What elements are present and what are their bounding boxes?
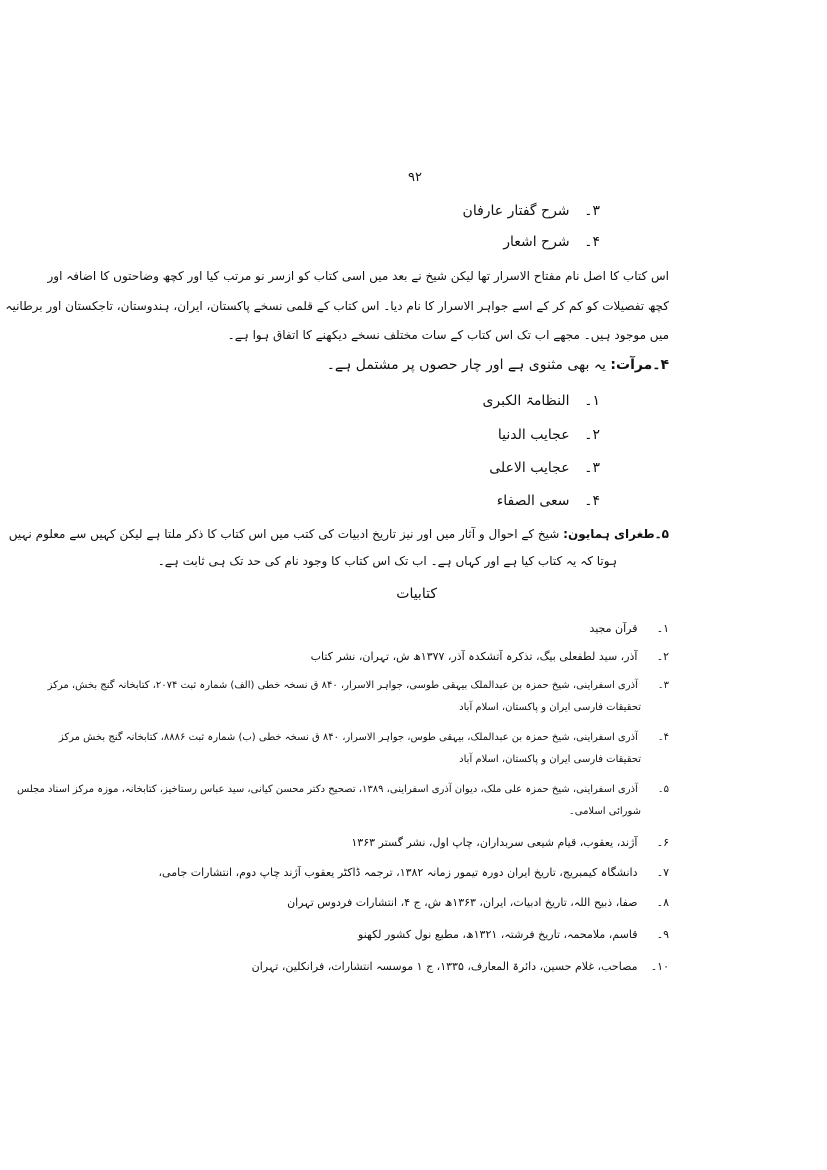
reference-text-continued: تحقیقات فارسی ایران و پاکستان، اسلام آباد (459, 754, 641, 765)
page-number: ۹۲ (408, 170, 422, 185)
paragraph-line: میں موجود ہیں۔ مجھے اب تک اس کتاب کے سات مختلف نسخے دیکھنے کا اتفاق ہوا ہے۔ (227, 328, 669, 342)
reference-number: ۶۔ (656, 836, 669, 849)
reference-item (351, 834, 669, 852)
reference-text: دانشگاہ کیمبریج، تاریخ ایران دورہ تیمور زمانہ ۱۳۸۲، ترجمہ ڈاکٹر یعقوب آژند چاپ دوم، انتشارات جامی، (158, 866, 638, 879)
reference-text: قاسم، ملامحمہ، تاریخ فرشتہ، ۱۳۲۱ھ، مطبع نول کشور لکھنو (358, 928, 638, 941)
reference-number: ۱۰۔ (650, 960, 669, 973)
reference-text-continued: تحقیقات فارسی ایران و پاکستان، اسلام آباد (459, 702, 641, 713)
reference-number: ۲۔ (656, 650, 669, 663)
paragraph-line: کچھ تفصیلات کو کم کر کے اسے جواہر الاسرار کا نام دیا۔ اس کتاب کے قلمی نسخے پاکستان، ایران، ہندوستان، تاجکستان اور برطانیہ (5, 299, 669, 313)
reference-text: آذر، سید لطفعلی بیگ، تذکرہ آتشکدہ آذر، ۱۳۷۷ھ ش، تہران، نشر کتاب (310, 650, 638, 663)
paragraph-line: اس کتاب کا اصل نام مفتاح الاسرار تھا لیکن شیخ نے بعد میں اسی کتاب کو ازسر نو مرتب کیا اور کچھ وضاحتوں کا اضافہ اور (47, 269, 669, 283)
list-item (463, 202, 600, 220)
section-heading: ۴۔مرآت: (610, 357, 669, 373)
section-text: یہ بھی مثنوی ہے اور چار حصوں پر مشتمل ہے۔ (326, 357, 606, 373)
list-number: ۲۔ (584, 427, 600, 443)
list-text: شرح گفتار عارفان (462, 203, 570, 219)
reference-text: صفا، ذبیح اللہ، تاریخ ادبیات، ایران، ۱۳۶۳ھ ش، ج ۴، انتشارات فردوس تہران (287, 896, 638, 909)
section-text: شیخ کے احوال و آثار میں اور نیز تاریخ ادبیات کی کتب میں اس کتاب کا ذکر ملتا ہے لیکن کہیں سے معلوم نہیں (8, 527, 560, 541)
reference-text: آذری اسفراینی، شیخ حمزہ بن عبدالملک بیہقی طوسی، جواہر الاسرار، ۸۴۰ ق نسخہ خطی (الف) شمارہ ثبت ۲۰۷۴، کتابخانہ گنج بخش، مرکز (47, 680, 638, 691)
reference-item (358, 926, 669, 944)
list-item (497, 492, 600, 510)
reference-item (59, 729, 669, 747)
list-number: ۳۔ (584, 203, 600, 219)
list-number: ۳۔ (584, 460, 600, 476)
reference-item (311, 648, 669, 666)
list-item (498, 426, 600, 444)
reference-item (589, 620, 669, 638)
reference-number: ۹۔ (656, 928, 669, 941)
list-item (489, 459, 600, 477)
reference-text: قرآن مجید (589, 622, 638, 635)
section-mirat (327, 356, 669, 374)
reference-number: ۱۔ (656, 622, 669, 635)
list-number: ۴۔ (584, 234, 600, 250)
reference-number: ۷۔ (656, 866, 669, 879)
list-text: سعی الصفاء (496, 493, 570, 509)
list-number: ۱۔ (584, 393, 600, 409)
list-number: ۴۔ (584, 493, 600, 509)
section-tughra (9, 525, 669, 543)
reference-number: ۳۔ (657, 680, 669, 691)
list-text: عجایب الاعلی (489, 460, 570, 476)
list-text: شرح اشعار (503, 234, 570, 250)
reference-item (48, 677, 669, 695)
reference-item (252, 958, 669, 976)
reference-text: مصاحب، غلام حسین، دائرۃ المعارف، ۱۳۳۵، ج ۱ موسسہ انتشارات، فرانکلین، تہران (251, 960, 638, 973)
reference-item (159, 864, 670, 882)
reference-item (17, 781, 669, 799)
reference-text: آذری اسفراینی، شیخ حمزہ بن عبدالملک، بیہقی طوس، جواہر الاسرار، ۸۴۰ ق نسخہ خطی (ب) شمارہ ثبت ۸۸۸۶، کتابخانہ گنج بخش مرکز (58, 732, 638, 743)
list-text: النظامۃ الکبری (482, 393, 570, 409)
reference-text-continued: شورائی اسلامی۔ (568, 806, 641, 817)
list-text: عجایب الدنیا (497, 427, 570, 443)
bibliography-title: کتابیات (396, 586, 437, 602)
list-item (503, 233, 600, 251)
reference-number: ۸۔ (656, 896, 669, 909)
reference-number: ۵۔ (657, 784, 669, 795)
reference-item (287, 894, 669, 912)
section-text-line: ہوتا کہ یہ کتاب کیا ہے اور کہاں ہے۔ اب تک اس کتاب کا وجود نام کی حد تک ہی ثابت ہے۔ (157, 554, 617, 568)
reference-text: آذری اسفراینی، شیخ حمزہ علی ملک، دیوان آذری اسفراینی، ۱۳۸۹، تصحیح دکتر محسن کیانی، سید عباس رستاخیز، کتابخانہ، موزہ مرکز اسناد مجلس (17, 784, 638, 795)
reference-number: ۴۔ (657, 732, 669, 743)
list-item (482, 392, 600, 410)
section-heading: ۵۔طغرای ہمایون: (563, 527, 669, 541)
reference-text: آژند، یعقوب، قیام شیعی سربداران، چاپ اول، نشر گستر ۱۳۶۳ (351, 836, 638, 849)
